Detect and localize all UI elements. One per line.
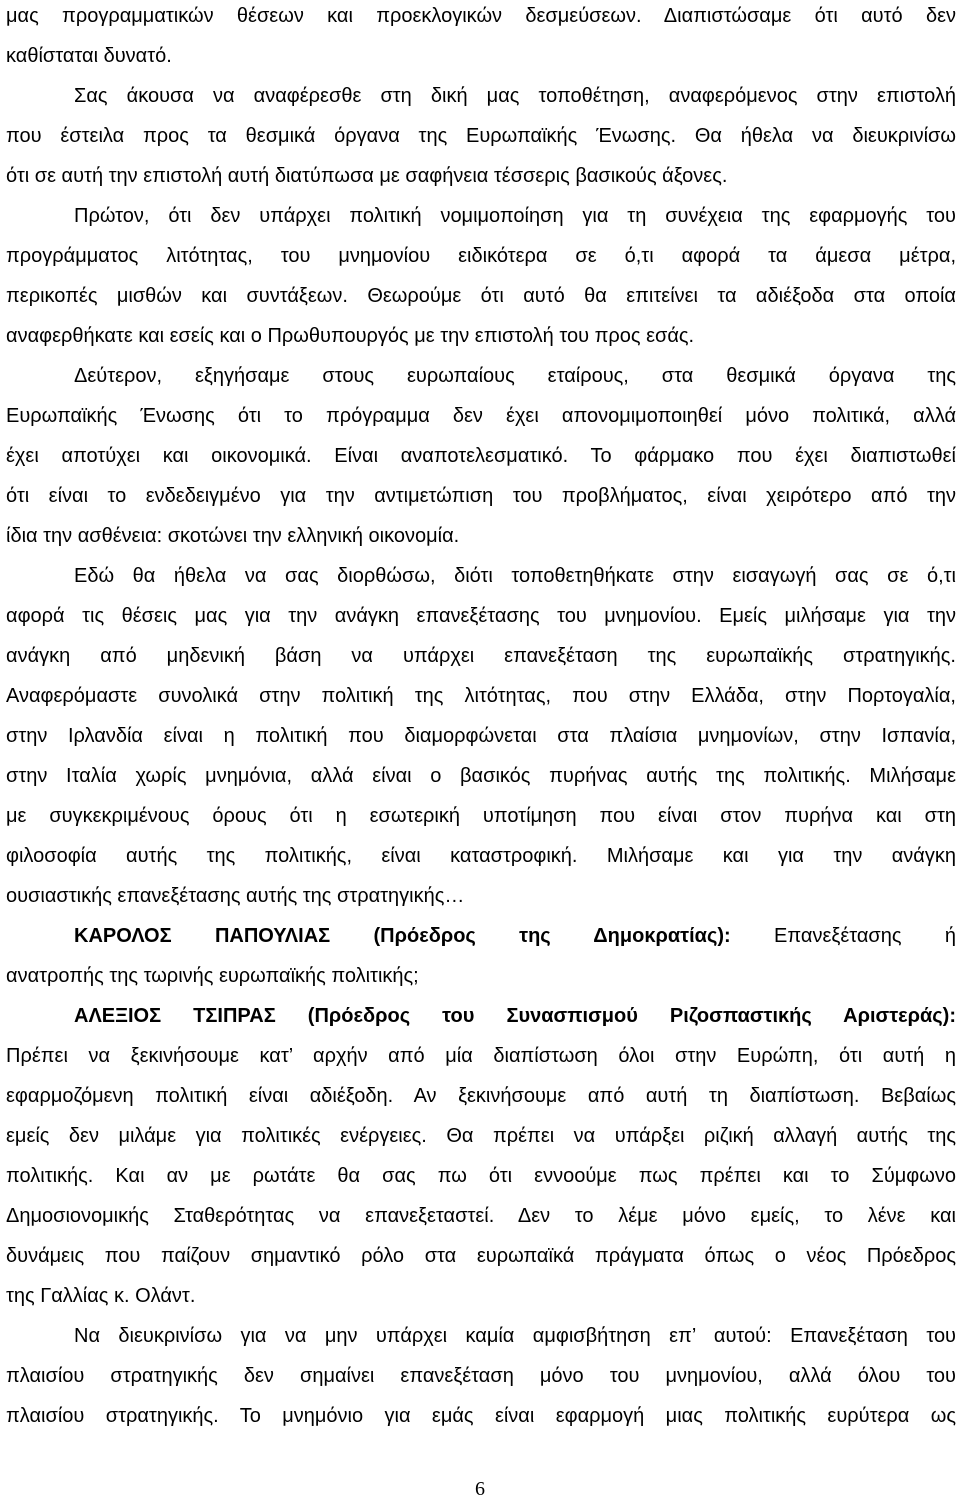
text-line [6,676,956,716]
text-line [6,876,956,916]
text-line [6,116,956,156]
text-line [6,76,956,116]
text-line [6,1036,956,1076]
page-number: 6 [475,1478,485,1500]
line-text: μας προγραμματικών θέσεων και προεκλογικών δεσμεύσεων. Διαπιστώσαμε ότι αυτό δεν [6,5,956,27]
line-text: Ευρωπαϊκής Ένωσης ότι το πρόγραμμα δεν έχει απονομιμοποιηθεί μόνο πολιτικά, αλλά [6,405,956,427]
line-text: πλαισίου στρατηγικής δεν σημαίνει επανεξέταση μόνο του μνημονίου, αλλά όλου του [6,1365,956,1387]
line-text: εμείς δεν μιλάμε για πολιτικές ενέργειες. Θα πρέπει να υπάρξει ριζική αλλαγή αυτής της [6,1125,956,1147]
text-line [6,276,956,316]
line-text: ανατροπής της τωρινής ευρωπαϊκής πολιτικής; [6,965,419,987]
text-line [6,996,956,1036]
text-line [6,36,956,76]
line-text: Πρέπει να ξεκινήσουμε κατ’ αρχήν από μία διαπίστωση όλοι στην Ευρώπη, ότι αυτή η [6,1045,956,1067]
line-text: πλαισίου στρατηγικής. Το μνημόνιο για εμάς είναι εφαρμογή μιας πολιτικής ευρύτερα ως [6,1405,956,1427]
text-line [6,156,956,196]
text-line [6,1196,956,1236]
line-text: ανάγκη από μηδενική βάση να υπάρχει επανεξέταση της ευρωπαϊκής στρατηγικής. [6,645,956,667]
text-line [6,956,956,996]
line-text: έχει αποτύχει και οικονομικά. Είναι αναποτελεσματικό. Το φάρμακο που έχει διαπιστωθεί [6,445,956,467]
text-line [6,236,956,276]
line-text: Δεύτερον, εξηγήσαμε στους ευρωπαίους εταίρους, στα θεσμικά όργανα της [74,365,956,387]
text-line [6,516,956,556]
text-line [6,1116,956,1156]
text-line [6,716,956,756]
text-line [6,436,956,476]
line-text: Εδώ θα ήθελα να σας διορθώσω, διότι τοποθετηθήκατε στην εισαγωγή σας σε ό,τι [74,565,956,587]
line-text: περικοπές μισθών και συντάξεων. Θεωρούμε ότι αυτό θα επιτείνει τα αδιέξοδα στα οποία [6,285,956,307]
line-text: στην Ιταλία χωρίς μνημόνια, αλλά είναι ο βασικός πυρήνας αυτής της πολιτικής. Μιλήσαμε [6,765,956,787]
line-text: αναφερθήκατε και εσείς και ο Πρωθυπουργός με την επιστολή του προς εσάς. [6,325,695,347]
line-text: Αναφερόμαστε συνολικά στην πολιτική της λιτότητας, που στην Ελλάδα, στην Πορτογαλία, [6,685,956,707]
line-text: ότι σε αυτή την επιστολή αυτή διατύπωσα με σαφήνεια τέσσερις βασικούς άξονες. [6,165,728,187]
document-body [6,0,956,1436]
line-text: ουσιαστικής επανεξέτασης αυτής της στρατηγικής… [6,885,465,907]
line-text: πολιτικής. Και αν με ρωτάτε θα σας πω ότι εννοούμε πως πρέπει και το Σύμφωνο [6,1165,956,1187]
text-line [6,316,956,356]
line-text: ίδια την ασθένεια: σκοτώνει την ελληνική οικονομία. [6,525,460,547]
text-line [6,0,956,36]
text-line [6,196,956,236]
text-line [6,1156,956,1196]
line-text: εφαρμοζόμενη πολιτική είναι αδιέξοδη. Αν ξεκινήσουμε από αυτή τη διαπίστωση. Βεβαίως [6,1085,956,1107]
text-line [6,556,956,596]
text-line [6,796,956,836]
text-line [6,636,956,676]
text-line [6,1276,956,1316]
line-text: φιλοσοφία αυτής της πολιτικής, είναι καταστροφική. Μιλήσαμε και για την ανάγκη [6,845,956,867]
line-text: προγράμματος λιτότητας, του μνημονίου ειδικότερα σε ό,τι αφορά τα άμεσα μέτρα, [6,245,956,267]
text-line [6,916,956,956]
line-text: αφορά τις θέσεις μας για την ανάγκη επανεξέτασης του μνημονίου. Εμείς μιλήσαμε για την [6,605,956,627]
line-text: Να διευκρινίσω για να μην υπάρχει καμία αμφισβήτηση επ’ αυτού: Επανεξέταση του [74,1325,956,1347]
text-line [6,476,956,516]
text-line [6,1396,956,1436]
line-text: Δημοσιονομικής Σταθερότητας να επανεξεταστεί. Δεν το λέμε μόνο εμείς, το λένε και [6,1205,956,1227]
line-text: δυνάμεις που παίζουν σημαντικό ρόλο στα ευρωπαϊκά πράγματα όπως ο νέος Πρόεδρος [6,1245,956,1267]
text-line [6,396,956,436]
line-text: Επανεξέτασης ή [730,925,957,947]
line-text: στην Ιρλανδία είναι η πολιτική που διαμορφώνεται στα πλαίσια μνημονίων, στην Ισπανία, [6,725,956,747]
line-text: Πρώτον, ότι δεν υπάρχει πολιτική νομιμοποίηση για τη συνέχεια της εφαρμογής του [74,205,956,227]
text-line [6,1316,956,1356]
line-text: καθίσταται δυνατό. [6,45,172,67]
line-text: με συγκεκριμένους όρους ότι η εσωτερική υποτίμηση που είναι στον πυρήνα και στη [6,805,956,827]
line-text: ότι είναι το ενδεδειγμένο για την αντιμετώπιση του προβλήματος, είναι χειρότερο από την [6,485,956,507]
text-line [6,836,956,876]
text-line [6,356,956,396]
speaker-name: ΑΛΕΞΙΟΣ ΤΣΙΠΡΑΣ (Πρόεδρος του Συνασπισμού Ριζοσπαστικής Αριστεράς): [74,1005,956,1027]
line-text: που έστειλα προς τα θεσμικά όργανα της Ευρωπαϊκής Ένωσης. Θα ήθελα να διευκρινίσω [6,125,956,147]
speaker-name: ΚΑΡΟΛΟΣ ΠΑΠΟΥΛΙΑΣ (Πρόεδρος της Δημοκρατίας): [74,925,731,947]
line-text: Σας άκουσα να αναφέρεσθε στη δική μας τοποθέτηση, αναφερόμενος στην επιστολή [74,85,956,107]
line-text: της Γαλλίας κ. Ολάντ. [6,1285,196,1307]
text-line [6,1356,956,1396]
text-line [6,1236,956,1276]
text-line [6,756,956,796]
text-line [6,1076,956,1116]
text-line [6,596,956,636]
